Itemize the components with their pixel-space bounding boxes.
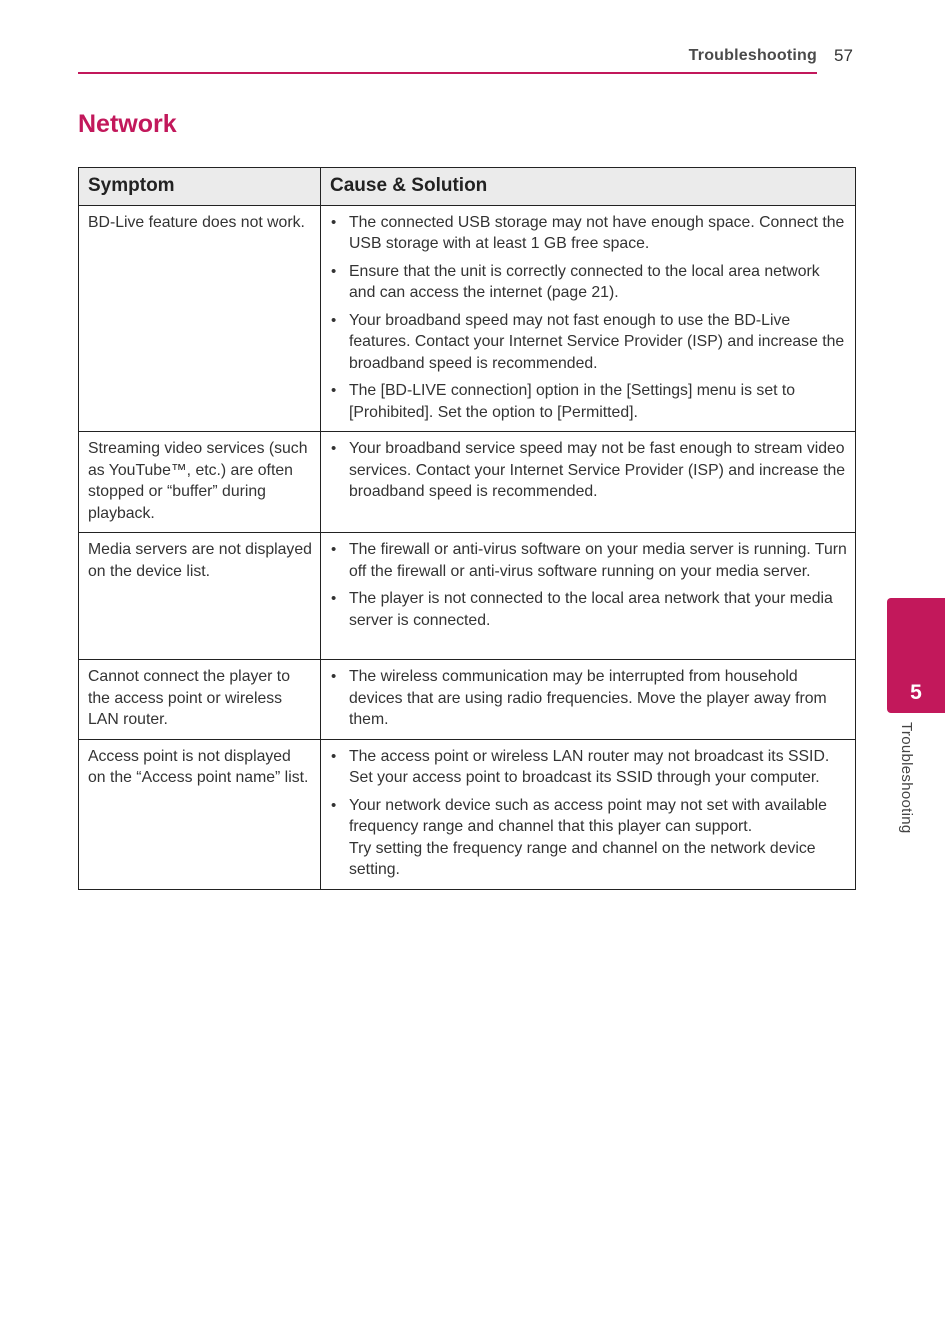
column-header-symptom: Symptom xyxy=(79,168,321,206)
solution-list xyxy=(330,746,847,881)
solution-list xyxy=(330,212,847,424)
solution-item: • The [BD-LIVE connection] option in the [Settings] menu is set to [Prohibited]. Set the option to [Permitted]. xyxy=(330,380,847,423)
solution-item: • The player is not connected to the local area network that your media server is connected. xyxy=(330,588,847,631)
chapter-tab-label: Troubleshooting xyxy=(898,722,915,834)
solution-list xyxy=(330,438,847,503)
solution-item: • Your network device such as access point may not set with available frequency range and channel that this player can support. Try setting the frequency range and channel on the network device setting. xyxy=(330,795,847,881)
table-row xyxy=(79,533,856,660)
solution-cell xyxy=(321,432,856,533)
solution-cell xyxy=(321,533,856,660)
table-row xyxy=(79,660,856,740)
symptom-cell: Media servers are not displayed on the device list. xyxy=(79,533,321,660)
table-row xyxy=(79,739,856,889)
solution-item: • The firewall or anti-virus software on your media server is running. Turn off the firewall or anti-virus software running on your media server. xyxy=(330,539,847,582)
solution-item: • Your broadband service speed may not be fast enough to stream video services. Contact your Internet Service Provider (ISP) and increase the broadband speed is recommended. xyxy=(330,438,847,503)
table-row xyxy=(79,432,856,533)
section-title: Network xyxy=(78,110,177,138)
solution-item: • The connected USB storage may not have enough space. Connect the USB storage with at least 1 GB free space. xyxy=(330,212,847,255)
solution-cell xyxy=(321,739,856,889)
table-header-row xyxy=(79,168,856,206)
solution-cell xyxy=(321,660,856,740)
symptom-cell: BD-Live feature does not work. xyxy=(79,205,321,432)
solution-item: • Ensure that the unit is correctly connected to the local area network and can access the internet (page 21). xyxy=(330,261,847,304)
symptom-cell: Access point is not displayed on the “Access point name” list. xyxy=(79,739,321,889)
solution-list xyxy=(330,539,847,631)
solution-item: • The access point or wireless LAN router may not broadcast its SSID. Set your access point to broadcast its SSID through your computer. xyxy=(330,746,847,789)
chapter-number: 5 xyxy=(910,681,922,704)
chapter-tab xyxy=(887,598,945,713)
table-row xyxy=(79,205,856,432)
solution-item: • The wireless communication may be interrupted from household devices that are using radio frequencies. Move the player away from them. xyxy=(330,666,847,731)
troubleshooting-table xyxy=(78,167,856,890)
header-rule xyxy=(78,72,817,74)
solution-item: • Your broadband speed may not fast enough to use the BD-Live features. Contact your Internet Service Provider (ISP) and increase the broadband speed is recommended. xyxy=(330,310,847,375)
solution-list xyxy=(330,666,847,731)
column-header-cause-solution: Cause & Solution xyxy=(321,168,856,206)
symptom-cell: Streaming video services (such as YouTube™, etc.) are often stopped or “buffer” during playback. xyxy=(79,432,321,533)
page-number: 57 xyxy=(834,46,853,65)
running-header-label: Troubleshooting xyxy=(688,47,817,64)
solution-cell xyxy=(321,205,856,432)
symptom-cell: Cannot connect the player to the access point or wireless LAN router. xyxy=(79,660,321,740)
